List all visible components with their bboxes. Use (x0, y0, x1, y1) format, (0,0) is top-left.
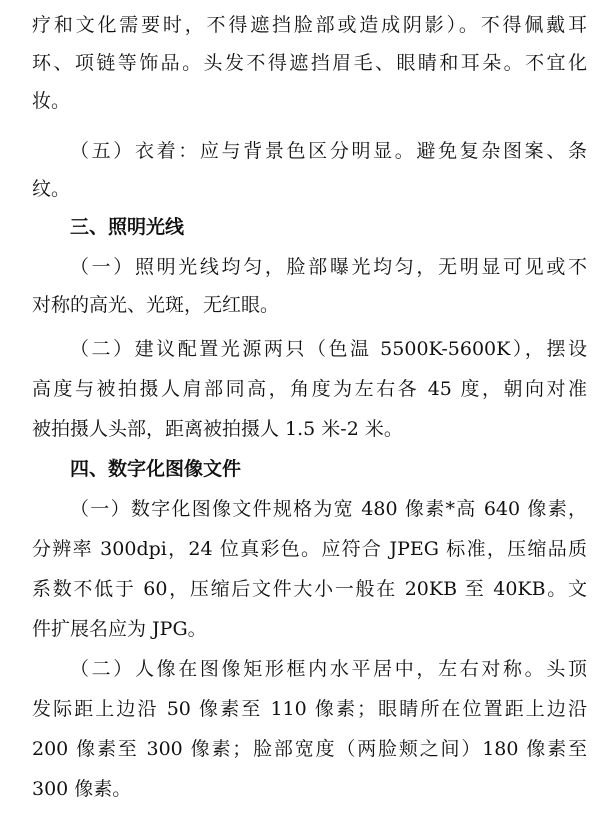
paragraph-line: 被拍摄人头部，距离被拍摄人 1.5 米-2 米。 (32, 418, 403, 440)
paragraph-line: （五）衣着：应与背景色区分明显。避免复杂图案、条 (70, 140, 587, 162)
paragraph-line: （二）人像在图像矩形框内水平居中，左右对称。头顶 (70, 658, 587, 680)
section-heading: 四、数字化图像文件 (70, 458, 242, 480)
paragraph-line: 分辨率 300dpi，24 位真彩色。应符合 JPEG 标准，压缩品质 (32, 538, 587, 560)
paragraph-line: 发际距上边沿 50 像素至 110 像素；眼睛所在位置距上边沿 (32, 698, 587, 720)
paragraph-line: （一）照明光线均匀，脸部曝光均匀，无明显可见或不 (70, 256, 587, 278)
paragraph-line: 环、项链等饰品。头发不得遮挡眉毛、眼睛和耳朵。不宜化 (32, 52, 587, 74)
paragraph-line: 高度与被拍摄人肩部同高，角度为左右各 45 度，朝向对准 (32, 378, 587, 400)
paragraph-line: （二）建议配置光源两只（色温 5500K-5600K），摆设 (70, 338, 587, 360)
paragraph-line: 300 像素。 (32, 778, 132, 800)
paragraph-line: 对称的高光、光斑，无红眼。 (32, 294, 280, 316)
paragraph-line: 200 像素至 300 像素；脸部宽度（两脸颊之间）180 像素至 (32, 738, 587, 760)
paragraph-line: 纹。 (32, 178, 71, 200)
paragraph-line: 妆。 (32, 90, 71, 112)
paragraph-line: 疗和文化需要时，不得遮挡脸部或造成阴影）。不得佩戴耳 (32, 14, 587, 36)
section-heading: 三、照明光线 (70, 216, 185, 238)
paragraph-line: 系数不低于 60，压缩后文件大小一般在 20KB 至 40KB。文 (32, 578, 587, 600)
paragraph-line: （一）数字化图像文件规格为宽 480 像素*高 640 像素， (70, 498, 587, 520)
paragraph-line: 件扩展名应为 JPG。 (32, 618, 207, 640)
